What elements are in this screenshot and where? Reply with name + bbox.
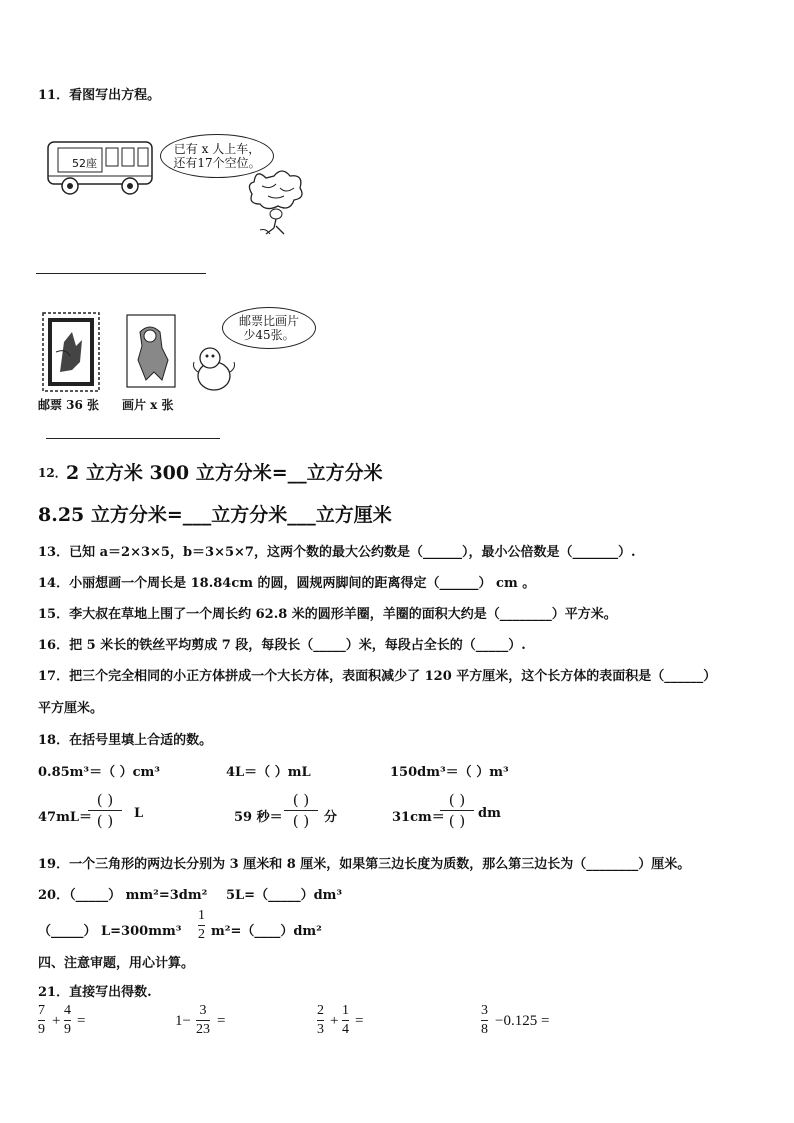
denominator: 2: [198, 927, 205, 942]
q14-text: 14．小丽想画一个周长是 18.84cm 的圆，圆规两脚间的距离得定（______） cm 。: [38, 576, 536, 591]
denominator: 23: [196, 1022, 210, 1037]
numerator: 7: [38, 1003, 45, 1018]
q17-line1: 17．把三个完全相同的小正方体拼成一个大长方体，表面积减少了 120 平方厘米，这个长方体的表面积是（______）: [38, 669, 717, 684]
blank-slot: ( ): [96, 791, 114, 809]
stamp-caption: 邮票 36 张: [38, 398, 100, 412]
q12-line1: 2 立方米 300 立方分米=__立方分米: [66, 462, 383, 484]
equals-sign: =: [77, 1013, 86, 1029]
bubble-text: 少45张。: [243, 328, 295, 342]
q18-title: 18．在括号里填上合适的数。: [38, 733, 213, 748]
q18-item-d-unit: L: [134, 806, 144, 821]
equals-sign: =: [217, 1013, 226, 1029]
q18-item-f-fraction: [440, 791, 474, 830]
prefix: 1−: [175, 1013, 191, 1029]
denominator: 4: [342, 1022, 349, 1037]
q18-item-d-fraction: [88, 791, 122, 830]
q15-text: 15．李大叔在草地上围了一个周长约 62.8 米的圆形羊圈，羊圈的面积大约是（________）平方米。: [38, 607, 617, 622]
blank-slot: ( ): [292, 812, 310, 830]
q12-number: 12．: [38, 466, 67, 480]
section-4-heading: 四、注意审题，用心计算。: [38, 956, 195, 971]
q19-text: 19．一个三角形的两边长分别为 3 厘米和 8 厘米，如果第三边长度为质数，那么第三边长为（________）厘米。: [38, 857, 691, 872]
cabbage-character-illustration: [246, 168, 312, 238]
bubble-text: 已有 x 人上车，: [173, 142, 261, 156]
operator: +: [52, 1013, 61, 1029]
speech-bubble-stamp: [222, 307, 316, 349]
card-caption: 画片 x 张: [122, 398, 174, 412]
picture-card-illustration: [126, 314, 176, 388]
fraction: [317, 1003, 324, 1038]
denominator: 8: [481, 1022, 488, 1037]
q20-item-c: （_____） L=300mm³: [38, 924, 182, 939]
q18-item-e-fraction: [284, 791, 318, 830]
q13-text: 13．已知 a＝2×3×5，b＝3×5×7，这两个数的最大公约数是（______），最小公倍数是（_______）.: [38, 545, 636, 560]
denominator: 9: [64, 1022, 71, 1037]
bubble-text: 邮票比画片: [238, 314, 299, 328]
q18-item-c: 150dm³＝（ ）m³: [390, 765, 509, 780]
stamp-illustration: [42, 312, 100, 392]
bubble-text: 还有17个空位。: [173, 156, 261, 170]
equals-sign: =: [355, 1013, 364, 1029]
fraction: [196, 1003, 210, 1038]
fraction: [38, 1003, 45, 1038]
operator: +: [330, 1013, 339, 1029]
fraction: [64, 1003, 71, 1038]
character-illustration: [190, 342, 238, 394]
blank-slot: ( ): [292, 791, 310, 809]
q16-text: 16．把 5 米长的铁丝平均剪成 7 段，每段长（_____）米，每段占全长的（_____）.: [38, 638, 526, 653]
numerator: 1: [342, 1003, 349, 1018]
expression-rest: −0.125 =: [495, 1013, 550, 1029]
denominator: 9: [38, 1022, 45, 1037]
q18-item-f-left: 31cm＝: [392, 810, 445, 825]
q11-title: 11．看图写出方程。: [38, 88, 161, 103]
blank-slot: ( ): [96, 812, 114, 830]
fraction: [481, 1003, 488, 1038]
numerator: 3: [481, 1003, 488, 1018]
blank-slot: ( ): [448, 791, 466, 809]
q18-item-a: 0.85m³＝（ ）cm³: [38, 765, 161, 780]
q21-title: 21．直接写出得数.: [38, 985, 152, 1000]
q18-item-f-unit: dm: [478, 806, 501, 821]
numerator: 1: [198, 908, 205, 923]
fraction: [342, 1003, 349, 1038]
numerator: 3: [199, 1003, 207, 1018]
q12-line2: 8.25 立方分米=___立方分米___立方厘米: [38, 504, 392, 526]
q18-item-b: 4L＝（ ）mL: [226, 765, 311, 780]
q17-line2: 平方厘米。: [38, 701, 104, 716]
q18-item-d-left: 47mL＝: [38, 810, 92, 825]
denominator: 3: [317, 1022, 324, 1037]
answer-line: [46, 438, 220, 439]
q18-item-e-left: 59 秒＝: [234, 810, 283, 825]
q18-item-e-unit: 分: [324, 810, 338, 825]
answer-line: [36, 273, 206, 274]
q20-item-d-fraction: [198, 908, 205, 943]
numerator: 2: [317, 1003, 324, 1018]
q20-item-b: 5L=（_____）dm³: [226, 888, 343, 903]
q20-item-a: 20．（_____） mm²=3dm²: [38, 888, 208, 903]
bus-seat-label: 52座: [72, 157, 97, 170]
blank-slot: ( ): [448, 812, 466, 830]
numerator: 4: [64, 1003, 71, 1018]
q20-item-d-rest: m²=（____）dm²: [211, 924, 322, 939]
bus-illustration: [44, 138, 156, 198]
